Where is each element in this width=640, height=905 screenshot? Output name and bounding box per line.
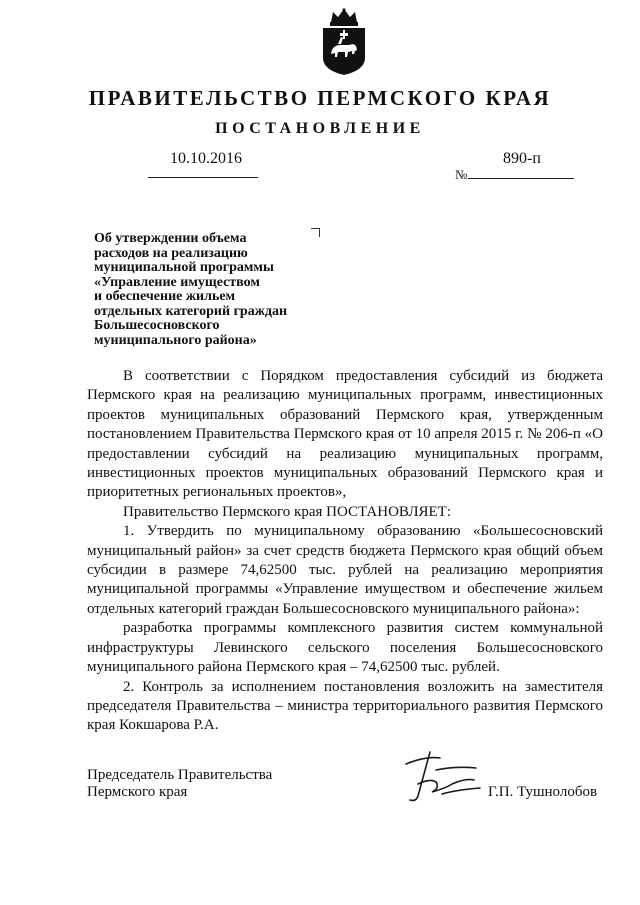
subject-line: расходов на реализацию <box>94 245 248 261</box>
document-subject <box>94 232 354 348</box>
body-paragraph: 1. Утвердить по муниципальному образованию «Большесосновский муниципальный район» за счет средств бюджета Пермского края общий объем субсидии в размере 74,62500 тыс. рублей на реализацию мероприятия муниципальной программы «Управление имуществом и обеспечение жильем отдельных категорий граждан Большесосновского муниципального района»: <box>87 523 603 617</box>
date-underline <box>148 177 258 178</box>
body-paragraph: В соответствии с Порядком предоставления субсидий из бюджета Пермского края на реализацию муниципальных программ, инвестиционных проектов муниципальных образований Пермского края, утвержденным постановлением Правительства Пермского края от 10 апреля 2015 г. № 206-п «О предоставлении субсидий на реализацию муниципальных программ, инвестиционных проектов муниципальных образований Пермского края и приоритетных региональных проектов», <box>87 368 603 501</box>
number-underline <box>468 178 574 179</box>
document-type: ПОСТАНОВЛЕНИЕ <box>215 120 425 137</box>
subject-line: «Управление имуществом <box>94 274 260 290</box>
body-paragraph: Правительство Пермского края ПОСТАНОВЛЯЕТ: <box>123 503 452 520</box>
subject-line: и обеспечение жильем <box>94 289 236 304</box>
subject-line: Об утверждении объема <box>94 231 247 246</box>
signatory-title <box>87 767 272 801</box>
body-paragraph: 2. Контроль за исполнением постановления возложить на заместителя председателя Правительства – министра территориального развития Пермского края Кокшарова Р.А. <box>87 678 603 734</box>
signatory-name: Г.П. Тушнолобов <box>488 784 598 800</box>
document-body <box>87 367 603 736</box>
handwritten-signature-icon <box>396 744 486 806</box>
signatory-title-line: Пермского края <box>87 784 188 800</box>
subject-line: муниципального района» <box>94 332 257 348</box>
subject-line: муниципальной программы <box>94 260 274 275</box>
subject-line: Большесосновского <box>94 318 220 333</box>
signatory-title-line: Председатель Правительства <box>87 767 273 783</box>
government-title: ПРАВИТЕЛЬСТВО ПЕРМСКОГО КРАЯ <box>88 86 552 110</box>
document-number: 890-п <box>503 150 541 167</box>
number-sign: № <box>455 167 468 182</box>
document-date: 10.10.2016 <box>170 150 242 167</box>
subject-line: отдельных категорий граждан <box>94 303 288 319</box>
body-paragraph: разработка программы комплексного развития систем коммунальной инфраструктуры Левинского сельского поселения Большесосновского муниципального района Пермского края – 74,62500 тыс. рублей. <box>87 620 603 676</box>
perm-krai-coat-of-arms-icon <box>319 8 369 76</box>
